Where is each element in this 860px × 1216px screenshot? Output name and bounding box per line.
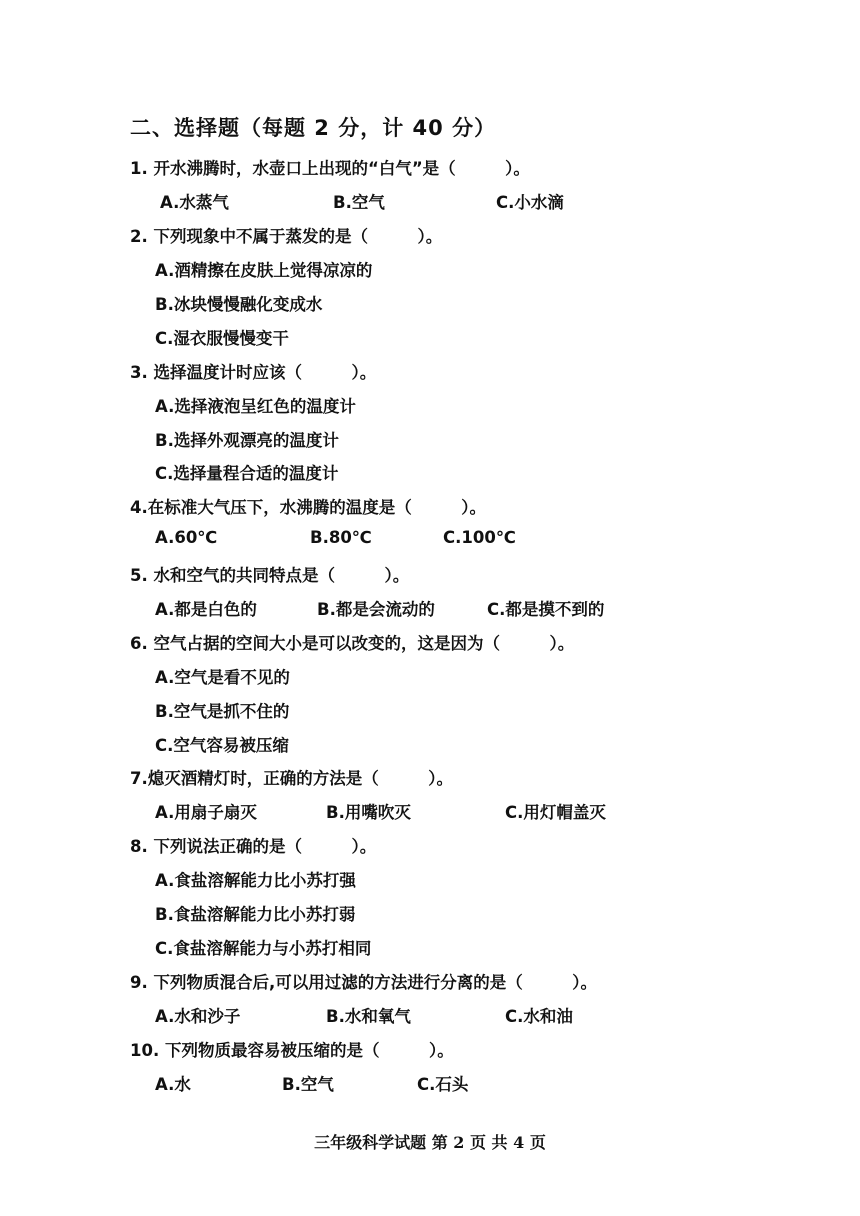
question-4-option-a: A.60℃ xyxy=(155,528,218,547)
question-8-option-a: A.食盐溶解能力比小苏打强 xyxy=(155,871,356,890)
question-6-stem: 6. 空气占据的空间大小是可以改变的，这是因为（ ）。 xyxy=(130,634,575,653)
question-1-option-a: A.水蒸气 xyxy=(160,193,229,212)
question-6-option-b: B.空气是抓不住的 xyxy=(155,702,290,721)
question-3-option-a: A.选择液泡呈红色的温度计 xyxy=(155,397,356,416)
question-4-stem: 4.在标准大气压下，水沸腾的温度是（ ）。 xyxy=(130,498,486,517)
question-3-option-c: C.选择量程合适的温度计 xyxy=(155,464,339,483)
question-2-stem: 2. 下列现象中不属于蒸发的是（ ）。 xyxy=(130,227,443,246)
question-2-option-a: A.酒精擦在皮肤上觉得凉凉的 xyxy=(155,261,373,280)
question-1-option-b: B.空气 xyxy=(333,193,385,212)
question-1-option-c: C.小水滴 xyxy=(496,193,564,212)
section-title: 二、选择题（每题 2 分，计 40 分） xyxy=(130,116,497,140)
question-7-stem: 7.熄灭酒精灯时，正确的方法是（ ）。 xyxy=(130,769,453,788)
question-10-option-b: B.空气 xyxy=(282,1075,334,1094)
question-1-stem: 1. 开水沸腾时，水壶口上出现的“白气”是（ ）。 xyxy=(130,159,530,178)
page-footer: 三年级科学试题 第 2 页 共 4 页 xyxy=(314,1133,546,1152)
question-7-option-b: B.用嘴吹灭 xyxy=(326,803,411,822)
question-8-option-b: B.食盐溶解能力比小苏打弱 xyxy=(155,905,356,924)
question-8-stem: 8. 下列说法正确的是（ ）。 xyxy=(130,837,377,856)
question-4-option-b: B.80℃ xyxy=(310,528,372,547)
question-3-option-b: B.选择外观漂亮的温度计 xyxy=(155,431,339,450)
question-7-option-a: A.用扇子扇灭 xyxy=(155,803,257,822)
question-4-option-c: C.100℃ xyxy=(443,528,516,547)
question-10-option-a: A.水 xyxy=(155,1075,191,1094)
question-9-option-b: B.水和氧气 xyxy=(326,1007,411,1026)
question-10-option-c: C.石头 xyxy=(417,1075,469,1094)
question-5-option-c: C.都是摸不到的 xyxy=(487,600,605,619)
question-5-option-b: B.都是会流动的 xyxy=(317,600,435,619)
question-3-stem: 3. 选择温度计时应该（ ）。 xyxy=(130,363,377,382)
question-6-option-a: A.空气是看不见的 xyxy=(155,668,290,687)
question-6-option-c: C.空气容易被压缩 xyxy=(155,736,289,755)
question-7-option-c: C.用灯帽盖灭 xyxy=(505,803,606,822)
question-2-option-c: C.湿衣服慢慢变干 xyxy=(155,329,289,348)
question-8-option-c: C.食盐溶解能力与小苏打相同 xyxy=(155,939,372,958)
question-9-option-a: A.水和沙子 xyxy=(155,1007,241,1026)
question-5-stem: 5. 水和空气的共同特点是（ ）。 xyxy=(130,566,410,585)
question-2-option-b: B.冰块慢慢融化变成水 xyxy=(155,295,323,314)
question-9-stem: 9. 下列物质混合后,可以用过滤的方法进行分离的是（ ）。 xyxy=(130,973,598,992)
question-5-option-a: A.都是白色的 xyxy=(155,600,257,619)
question-10-stem: 10. 下列物质最容易被压缩的是（ ）。 xyxy=(130,1041,454,1060)
question-9-option-c: C.水和油 xyxy=(505,1007,573,1026)
